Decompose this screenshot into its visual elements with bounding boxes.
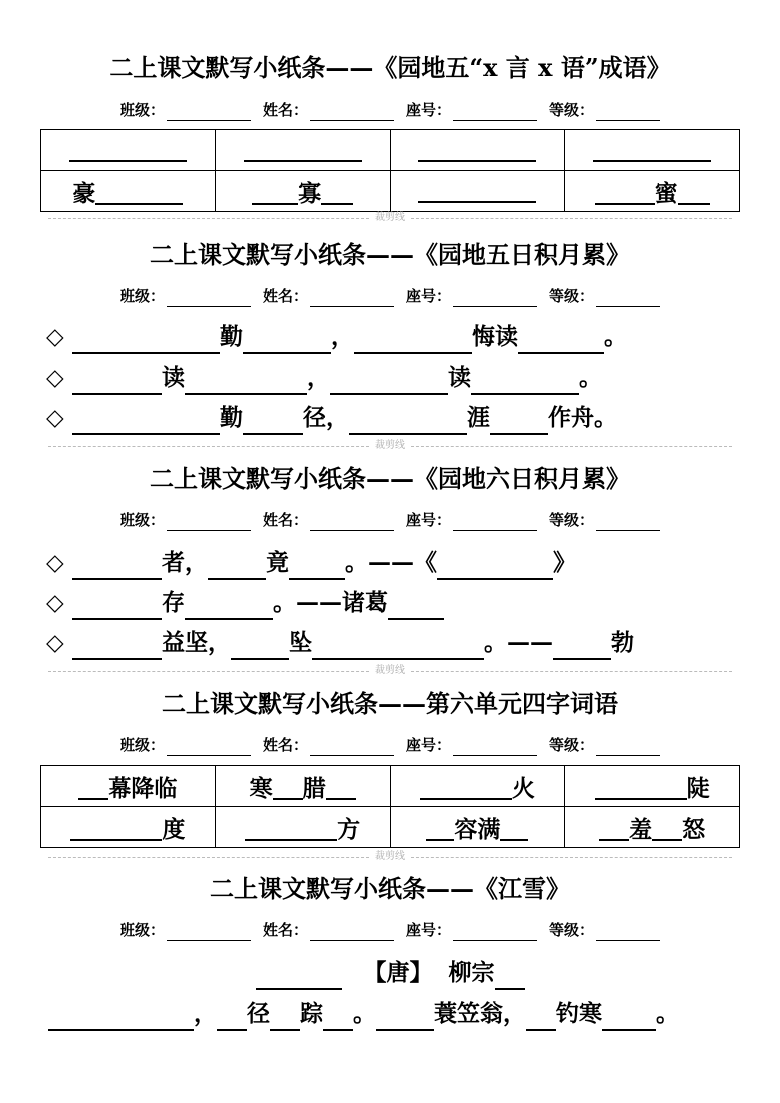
class-field[interactable] — [120, 99, 251, 121]
answer-blank[interactable] — [72, 369, 162, 395]
class-label: 班级： — [119, 101, 165, 119]
poem-line — [48, 997, 679, 1031]
answer-blank[interactable] — [418, 138, 536, 162]
prompt-text: ， — [194, 1000, 217, 1027]
answer-blank[interactable] — [289, 554, 345, 580]
section-title: 二上课文默写小纸条——第六单元四字词语 — [162, 689, 618, 718]
prompt-text: 度 — [162, 815, 186, 843]
answer-blank[interactable] — [595, 776, 687, 800]
prompt-text: 火 — [511, 774, 535, 802]
prompt-text: 悔读 — [472, 323, 518, 350]
diamond-icon: ◇ — [46, 549, 64, 576]
diamond-icon: ◇ — [46, 323, 64, 350]
answer-blank[interactable] — [185, 369, 307, 395]
answer-blank[interactable] — [256, 966, 342, 990]
info-underline[interactable] — [310, 738, 394, 756]
name-label: 姓名： — [262, 511, 308, 529]
prompt-text: 蓑笠翁， — [434, 1000, 526, 1027]
answer-blank[interactable] — [518, 328, 604, 354]
name-label: 姓名： — [262, 921, 308, 939]
cut-label: 裁剪线 — [375, 212, 405, 223]
prompt-text: ， — [307, 364, 330, 391]
prompt-text: 益坚， — [162, 629, 231, 656]
answer-blank[interactable] — [185, 594, 273, 620]
prompt-text: 豪 — [72, 179, 96, 207]
answer-blank[interactable] — [490, 409, 548, 435]
answer-blank[interactable] — [72, 409, 220, 435]
seat-label: 座号： — [406, 101, 452, 119]
answer-blank[interactable] — [495, 966, 525, 990]
table-cell[interactable] — [565, 130, 740, 171]
table-cell[interactable] — [215, 130, 390, 171]
prompt-text: 踪 — [300, 1000, 323, 1027]
word-table — [40, 765, 740, 848]
seat-label: 座号： — [406, 287, 452, 305]
dashed-divider — [48, 857, 369, 858]
table-cell[interactable] — [390, 130, 565, 171]
info-underline[interactable] — [596, 923, 660, 941]
answer-blank[interactable] — [72, 634, 162, 660]
answer-blank[interactable] — [593, 138, 711, 162]
seat-label: 座号： — [406, 736, 452, 754]
section-title: 二上课文默写小纸条——《江雪》 — [210, 874, 570, 903]
info-underline[interactable] — [167, 738, 251, 756]
answer-blank[interactable] — [69, 138, 187, 162]
diamond-icon: ◇ — [46, 629, 64, 656]
prompt-text: 。——诸葛 — [273, 589, 388, 616]
class-label: 班级： — [119, 287, 165, 305]
table-cell[interactable] — [215, 766, 390, 807]
prompt-text: ， — [331, 323, 354, 350]
prompt-text: 径， — [303, 404, 349, 431]
prompt-text: 。——《 — [345, 549, 437, 576]
seat-label: 座号： — [406, 921, 452, 939]
class-label: 班级： — [119, 921, 165, 939]
name-field[interactable] — [263, 509, 394, 531]
info-underline[interactable] — [167, 103, 251, 121]
answer-blank[interactable] — [231, 634, 289, 660]
answer-blank[interactable] — [245, 817, 337, 841]
cut-line — [48, 664, 732, 678]
dashed-divider — [48, 671, 369, 672]
info-underline[interactable] — [453, 923, 537, 941]
answer-blank[interactable] — [70, 817, 162, 841]
prompt-text: 怒 — [682, 815, 706, 843]
answer-blank[interactable] — [437, 554, 553, 580]
answer-blank[interactable] — [326, 776, 356, 800]
answer-blank[interactable] — [321, 181, 353, 205]
cut-line — [48, 211, 732, 225]
cut-label: 裁剪线 — [375, 851, 405, 862]
table-cell[interactable] — [41, 766, 216, 807]
info-underline[interactable] — [596, 738, 660, 756]
info-underline[interactable] — [310, 513, 394, 531]
prompt-text: 。—— — [484, 629, 553, 656]
prompt-text: 。 — [656, 1000, 679, 1027]
diamond-icon: ◇ — [46, 404, 64, 431]
answer-blank[interactable] — [72, 328, 220, 354]
prompt-text: 。 — [579, 364, 602, 391]
table-row — [41, 766, 740, 807]
dashed-divider — [48, 218, 369, 219]
answer-blank[interactable] — [602, 1005, 656, 1031]
info-underline[interactable] — [596, 289, 660, 307]
class-field[interactable] — [120, 919, 251, 941]
prompt-text: 涯 — [467, 404, 490, 431]
dashed-divider — [411, 218, 732, 219]
prompt-text: 作舟。 — [548, 404, 617, 431]
table-row — [41, 171, 740, 212]
prompt-text: 。 — [353, 1000, 376, 1027]
fill-line — [46, 586, 444, 620]
prompt-text: 勤 — [220, 404, 243, 431]
answer-blank[interactable] — [95, 181, 183, 205]
answer-blank[interactable] — [500, 817, 528, 841]
grade-label: 等级： — [549, 287, 595, 305]
answer-blank[interactable] — [270, 1005, 300, 1031]
info-row — [0, 285, 780, 307]
prompt-text: 寡 — [298, 179, 322, 207]
name-label: 姓名： — [262, 101, 308, 119]
answer-blank[interactable] — [72, 594, 162, 620]
dashed-divider — [411, 857, 732, 858]
name-field[interactable] — [263, 919, 394, 941]
prompt-text: 陡 — [686, 774, 710, 802]
class-label: 班级： — [119, 736, 165, 754]
prompt-text: 读 — [162, 364, 185, 391]
answer-blank[interactable] — [376, 1005, 434, 1031]
dashed-divider — [411, 671, 732, 672]
section-title: 二上课文默写小纸条——《园地五“x 言 x 语”成语》 — [109, 53, 671, 82]
table-cell[interactable] — [215, 171, 390, 212]
dashed-divider — [411, 446, 732, 447]
prompt-text: 蜜 — [654, 179, 678, 207]
name-field[interactable] — [263, 99, 394, 121]
cut-line — [48, 850, 732, 864]
section-title: 二上课文默写小纸条——《园地五日积月累》 — [150, 240, 630, 269]
info-underline[interactable] — [453, 103, 537, 121]
dashed-divider — [48, 446, 369, 447]
prompt-text: 钓寒 — [556, 1000, 602, 1027]
prompt-text: 勤 — [220, 323, 243, 350]
poem-byline — [0, 956, 780, 990]
info-underline[interactable] — [167, 289, 251, 307]
table-cell[interactable] — [41, 807, 216, 848]
table-row — [41, 807, 740, 848]
prompt-text: 坠 — [289, 629, 312, 656]
answer-blank[interactable] — [678, 181, 710, 205]
table-cell[interactable] — [41, 171, 216, 212]
prompt-text: 竟 — [266, 549, 289, 576]
answer-blank[interactable] — [330, 369, 448, 395]
fill-line — [46, 546, 576, 580]
grade-field[interactable] — [549, 509, 660, 531]
answer-blank[interactable] — [72, 554, 162, 580]
seat-label: 座号： — [406, 511, 452, 529]
answer-blank[interactable] — [78, 776, 108, 800]
info-row — [0, 734, 780, 756]
answer-blank[interactable] — [553, 634, 611, 660]
answer-blank[interactable] — [426, 817, 454, 841]
seat-field[interactable] — [406, 99, 537, 121]
table-cell[interactable] — [565, 807, 740, 848]
info-row — [0, 99, 780, 121]
answer-blank[interactable] — [420, 776, 512, 800]
answer-blank[interactable] — [243, 328, 331, 354]
answer-blank[interactable] — [471, 369, 579, 395]
prompt-text: 》 — [553, 549, 576, 576]
poem-dynasty: 【唐】 — [363, 959, 433, 986]
name-label: 姓名： — [262, 736, 308, 754]
poem-author: 柳宗 — [448, 959, 495, 986]
table-cell[interactable] — [390, 766, 565, 807]
grade-label: 等级： — [549, 511, 595, 529]
table-cell[interactable] — [390, 807, 565, 848]
name-field[interactable] — [263, 285, 394, 307]
prompt-text: 径 — [247, 1000, 270, 1027]
prompt-text: 存 — [162, 589, 185, 616]
table-row — [41, 130, 740, 171]
prompt-text: 者， — [162, 549, 208, 576]
prompt-text: 幕降临 — [108, 774, 178, 802]
table-cell[interactable] — [215, 807, 390, 848]
seat-field[interactable] — [406, 734, 537, 756]
grade-field[interactable] — [549, 99, 660, 121]
answer-blank[interactable] — [217, 1005, 247, 1031]
info-underline[interactable] — [453, 289, 537, 307]
info-underline[interactable] — [453, 513, 537, 531]
answer-blank[interactable] — [273, 776, 303, 800]
answer-blank[interactable] — [244, 138, 362, 162]
answer-blank[interactable] — [48, 1005, 194, 1031]
diamond-icon: ◇ — [46, 364, 64, 391]
cut-label: 裁剪线 — [375, 665, 405, 676]
seat-field[interactable] — [406, 285, 537, 307]
class-field[interactable] — [120, 734, 251, 756]
answer-blank[interactable] — [312, 634, 484, 660]
answer-blank[interactable] — [349, 409, 467, 435]
answer-blank[interactable] — [323, 1005, 353, 1031]
info-underline[interactable] — [310, 289, 394, 307]
grade-label: 等级： — [549, 736, 595, 754]
name-label: 姓名： — [262, 287, 308, 305]
seat-field[interactable] — [406, 919, 537, 941]
prompt-text: 读 — [448, 364, 471, 391]
class-label: 班级： — [119, 511, 165, 529]
answer-blank[interactable] — [388, 594, 444, 620]
info-underline[interactable] — [167, 513, 251, 531]
answer-blank[interactable] — [354, 328, 472, 354]
info-underline[interactable] — [310, 103, 394, 121]
prompt-text: 羞 — [629, 815, 653, 843]
grade-field[interactable] — [549, 919, 660, 941]
info-underline[interactable] — [167, 923, 251, 941]
prompt-text: 腊 — [302, 774, 326, 802]
table-cell[interactable] — [41, 130, 216, 171]
grade-label: 等级： — [549, 101, 595, 119]
prompt-text: 勃 — [611, 629, 634, 656]
grade-field[interactable] — [549, 734, 660, 756]
prompt-text: 寒 — [249, 774, 273, 802]
table-cell[interactable] — [565, 171, 740, 212]
class-field[interactable] — [120, 509, 251, 531]
name-field[interactable] — [263, 734, 394, 756]
table-cell[interactable] — [390, 171, 565, 212]
prompt-text: 容满 — [454, 815, 501, 843]
diamond-icon: ◇ — [46, 589, 64, 616]
answer-blank[interactable] — [599, 817, 629, 841]
answer-blank[interactable] — [243, 409, 303, 435]
cut-label: 裁剪线 — [375, 440, 405, 451]
grade-label: 等级： — [549, 921, 595, 939]
table-cell[interactable] — [565, 766, 740, 807]
prompt-text: 。 — [604, 323, 627, 350]
fill-line — [46, 320, 627, 354]
answer-blank[interactable] — [595, 181, 655, 205]
info-row — [0, 919, 780, 941]
prompt-text: 方 — [337, 815, 361, 843]
idiom-table — [40, 129, 740, 212]
info-underline[interactable] — [453, 738, 537, 756]
info-row — [0, 509, 780, 531]
answer-blank[interactable] — [526, 1005, 556, 1031]
grade-field[interactable] — [549, 285, 660, 307]
info-underline[interactable] — [596, 513, 660, 531]
cut-line — [48, 439, 732, 453]
answer-blank[interactable] — [418, 179, 536, 203]
answer-blank[interactable] — [252, 181, 298, 205]
fill-line — [46, 401, 617, 435]
fill-line — [46, 626, 634, 660]
info-underline[interactable] — [596, 103, 660, 121]
answer-blank[interactable] — [652, 817, 682, 841]
class-field[interactable] — [120, 285, 251, 307]
info-underline[interactable] — [310, 923, 394, 941]
answer-blank[interactable] — [208, 554, 266, 580]
seat-field[interactable] — [406, 509, 537, 531]
fill-line — [46, 361, 602, 395]
section-title: 二上课文默写小纸条——《园地六日积月累》 — [150, 464, 630, 493]
